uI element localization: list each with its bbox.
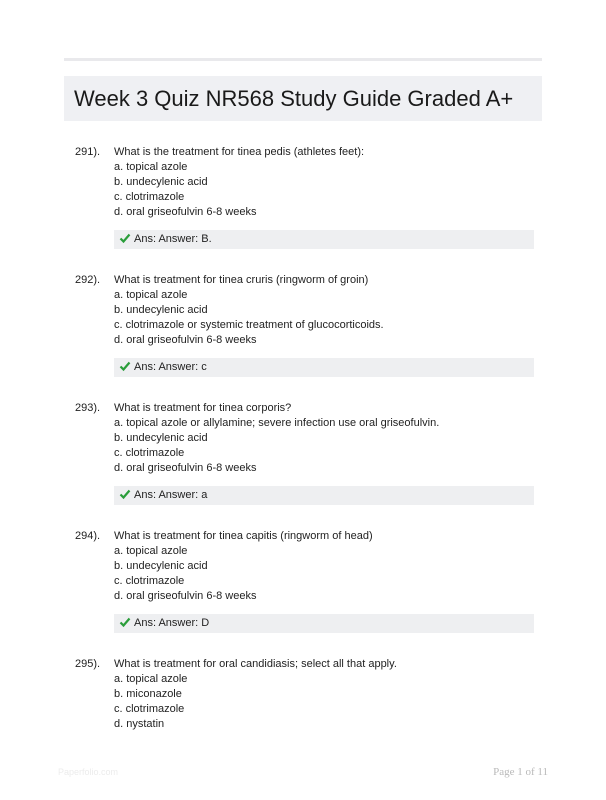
option-c: c. clotrimazole [114,191,185,203]
option-d: d. oral griseofulvin 6-8 weeks [114,334,257,346]
answer-text: Ans: Answer: c [134,361,207,373]
option-b: b. undecylenic acid [114,304,208,316]
answer-text: Ans: Answer: a [134,489,208,501]
question-text: What is treatment for tinea corporis? [114,402,292,414]
question-number: 291). [75,146,101,158]
title-banner [64,76,542,121]
question-number: 295). [75,658,101,670]
check-icon [119,360,131,372]
option-d: d. oral griseofulvin 6-8 weeks [114,206,257,218]
answer-box-291 [114,230,534,249]
question-body [114,273,384,348]
page-title: Week 3 Quiz NR568 Study Guide Graded A+ [74,86,514,111]
answer-text: Ans: Answer: B. [134,233,212,245]
check-icon [119,616,131,628]
question-number: 294). [75,530,101,542]
option-a: a. topical azole or allylamine; severe infection use oral griseofulvin. [114,417,440,429]
option-c: c. clotrimazole or systemic treatment of glucocorticoids. [114,319,384,331]
question-body [114,401,439,476]
check-icon [119,488,131,500]
page-indicator: Page 1 of 11 [493,766,548,778]
question-text: What is treatment for tinea cruris (ringworm of groin) [114,274,369,286]
answer-box-293 [114,486,534,505]
question-number: 293). [75,402,101,414]
option-a: a. topical azole [114,289,188,301]
option-d: d. oral griseofulvin 6-8 weeks [114,590,257,602]
question-text: What is treatment for tinea capitis (ringworm of head) [114,530,373,542]
question-number: 292). [75,274,101,286]
option-b: b. undecylenic acid [114,560,208,572]
option-b: b. undecylenic acid [114,176,208,188]
answer-box-294 [114,614,534,633]
option-c: c. clotrimazole [114,575,185,587]
option-a: a. topical azole [114,673,188,685]
option-d: d. oral griseofulvin 6-8 weeks [114,462,257,474]
option-c: c. clotrimazole [114,703,185,715]
option-a: a. topical azole [114,161,188,173]
footer-watermark: Paperfolio.com [58,767,119,777]
check-icon [119,232,131,244]
question-text: What is treatment for oral candidiasis; select all that apply. [114,658,397,670]
option-b: b. miconazole [114,688,182,700]
option-c: c. clotrimazole [114,447,185,459]
option-b: b. undecylenic acid [114,432,208,444]
question-text: What is the treatment for tinea pedis (athletes feet): [114,146,365,158]
option-a: a. topical azole [114,545,188,557]
option-d: d. nystatin [114,718,165,730]
question-body [114,657,397,732]
answer-box-292 [114,358,534,377]
question-body [114,145,364,220]
question-body [114,529,373,604]
answer-text: Ans: Answer: D [134,617,210,629]
top-divider [64,58,542,61]
